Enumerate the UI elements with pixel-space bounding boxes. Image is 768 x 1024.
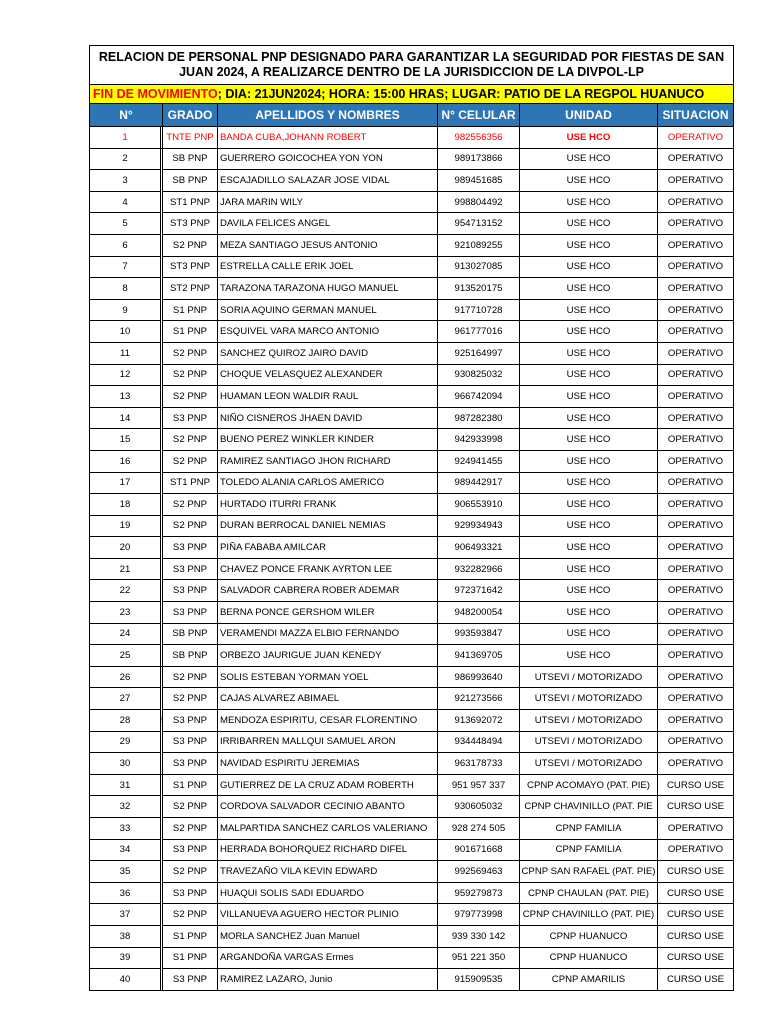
celular-cell: 925164997 (438, 342, 520, 364)
table-row (90, 191, 734, 213)
table-row (90, 666, 734, 688)
grado-cell: S2 PNP (163, 234, 218, 256)
situacion-cell: OPERATIVO (658, 839, 734, 861)
situacion-cell: OPERATIVO (658, 170, 734, 192)
grado-cell: S3 PNP (163, 882, 218, 904)
celular-cell: 921089255 (438, 234, 520, 256)
grado-cell: S3 PNP (163, 753, 218, 775)
grado-cell: S3 PNP (163, 407, 218, 429)
nombre-cell: BERNA PONCE GERSHOM WILER (218, 602, 438, 624)
unidad-cell: CPNP HUANUCO (520, 947, 658, 969)
celular-cell: 930605032 (438, 796, 520, 818)
situacion-cell: OPERATIVO (658, 234, 734, 256)
situacion-cell: OPERATIVO (658, 602, 734, 624)
nombre-cell: MALPARTIDA SANCHEZ CARLOS VALERIANO (218, 818, 438, 840)
grado-cell: S1 PNP (163, 321, 218, 343)
unidad-cell: USE HCO (520, 213, 658, 235)
nombre-cell: BUENO PEREZ WINKLER KINDER (218, 429, 438, 451)
row-number: 29 (90, 731, 161, 753)
nombre-cell: ORBEZO JAURIGUE JUAN KENEDY (218, 645, 438, 667)
grado-cell: S2 PNP (163, 494, 218, 516)
table-row (90, 904, 734, 926)
unidad-cell: UTSEVI / MOTORIZADO (520, 753, 658, 775)
grado-cell: S2 PNP (163, 818, 218, 840)
celular-cell: 954713152 (438, 213, 520, 235)
row-number: 18 (90, 494, 161, 516)
celular-cell: 961777016 (438, 321, 520, 343)
table-row (90, 882, 734, 904)
row-number: 22 (90, 580, 161, 602)
grado-cell: ST3 PNP (163, 213, 218, 235)
nombre-cell: NIÑO CISNEROS JHAEN DAVID (218, 407, 438, 429)
table-row (90, 731, 734, 753)
table-row (90, 623, 734, 645)
row-number: 34 (90, 839, 161, 861)
table-row (90, 969, 734, 991)
situacion-cell: CURSO USE (658, 925, 734, 947)
header-celular: N° CELULAR (438, 104, 520, 127)
table-row (90, 450, 734, 472)
celular-cell: 932282966 (438, 558, 520, 580)
header-situacion: SITUACION (658, 104, 734, 127)
unidad-cell: CPNP AMARILIS (520, 969, 658, 991)
situacion-cell: OPERATIVO (658, 191, 734, 213)
celular-cell: 998804492 (438, 191, 520, 213)
nombre-cell: SOLIS ESTEBAN YORMAN YOEL (218, 666, 438, 688)
table-row (90, 364, 734, 386)
unidad-cell: USE HCO (520, 127, 658, 149)
row-number: 13 (90, 386, 161, 408)
situacion-cell: OPERATIVO (658, 818, 734, 840)
table-row (90, 148, 734, 170)
celular-cell: 913692072 (438, 710, 520, 732)
situacion-cell: OPERATIVO (658, 364, 734, 386)
grado-cell: S2 PNP (163, 342, 218, 364)
situacion-cell: OPERATIVO (658, 731, 734, 753)
grado-cell: S3 PNP (163, 580, 218, 602)
personnel-table (89, 45, 734, 991)
unidad-cell: USE HCO (520, 342, 658, 364)
grado-cell: S2 PNP (163, 904, 218, 926)
table-row (90, 386, 734, 408)
situacion-cell: OPERATIVO (658, 494, 734, 516)
table-row (90, 645, 734, 667)
unidad-cell: USE HCO (520, 407, 658, 429)
grado-cell: S3 PNP (163, 969, 218, 991)
grado-cell: ST2 PNP (163, 278, 218, 300)
table-row (90, 321, 734, 343)
row-number: 10 (90, 321, 161, 343)
celular-cell: 942933998 (438, 429, 520, 451)
celular-cell: 982556356 (438, 127, 520, 149)
table-row (90, 558, 734, 580)
situacion-cell: CURSO USE (658, 947, 734, 969)
row-number: 11 (90, 342, 161, 364)
celular-cell: 917710728 (438, 299, 520, 321)
grado-cell: S3 PNP (163, 710, 218, 732)
grado-cell: S2 PNP (163, 666, 218, 688)
grado-cell: S1 PNP (163, 925, 218, 947)
unidad-cell: USE HCO (520, 494, 658, 516)
document-title: RELACION DE PERSONAL PNP DESIGNADO PARA GARANTIZAR LA SEGURIDAD POR FIESTAS DE SAN JUAN 2024, A REALIZARCE DENTRO DE LA JURISDICCION DE LA DIVPOL-LP (90, 46, 734, 85)
row-number: 4 (90, 191, 161, 213)
celular-cell: 963178733 (438, 753, 520, 775)
situacion-cell: OPERATIVO (658, 666, 734, 688)
unidad-cell: USE HCO (520, 234, 658, 256)
situacion-cell: CURSO USE (658, 774, 734, 796)
row-number: 32 (90, 796, 161, 818)
nombre-cell: DAVILA FELICES ANGEL (218, 213, 438, 235)
nombre-cell: TRAVEZAÑO VILA KEVIN EDWARD (218, 861, 438, 883)
row-number: 24 (90, 623, 161, 645)
table-row (90, 170, 734, 192)
celular-cell: 989442917 (438, 472, 520, 494)
situacion-cell: OPERATIVO (658, 342, 734, 364)
unidad-cell: USE HCO (520, 429, 658, 451)
row-number: 5 (90, 213, 161, 235)
movement-details (90, 85, 734, 104)
celular-cell: 987282380 (438, 407, 520, 429)
nombre-cell: VILLANUEVA AGUERO HECTOR PLINIO (218, 904, 438, 926)
celular-cell: 989173866 (438, 148, 520, 170)
celular-cell: 913520175 (438, 278, 520, 300)
grado-cell: S2 PNP (163, 861, 218, 883)
row-number: 6 (90, 234, 161, 256)
grado-cell: ST1 PNP (163, 472, 218, 494)
situacion-cell: OPERATIVO (658, 688, 734, 710)
header-number: N° (90, 104, 163, 127)
situacion-cell: OPERATIVO (658, 299, 734, 321)
grado-cell: S2 PNP (163, 688, 218, 710)
table-row (90, 407, 734, 429)
grado-cell: S1 PNP (163, 774, 218, 796)
row-number: 1 (90, 127, 161, 149)
nombre-cell: MEZA SANTIAGO JESUS ANTONIO (218, 234, 438, 256)
celular-cell: 901671668 (438, 839, 520, 861)
nombre-cell: ESTRELLA CALLE ERIK JOEL (218, 256, 438, 278)
situacion-cell: OPERATIVO (658, 213, 734, 235)
situacion-cell: OPERATIVO (658, 753, 734, 775)
nombre-cell: SALVADOR CABRERA ROBER ADEMAR (218, 580, 438, 602)
row-number: 2 (90, 148, 161, 170)
unidad-cell: CPNP CHAVINILLO (PAT. PIE) (520, 904, 658, 926)
unidad-cell: USE HCO (520, 645, 658, 667)
unidad-cell: USE HCO (520, 537, 658, 559)
nombre-cell: DURAN BERROCAL DANIEL NEMIAS (218, 515, 438, 537)
row-number: 14 (90, 407, 161, 429)
unidad-cell: CPNP CHAVINILLO (PAT. PIE (520, 796, 658, 818)
table-row (90, 213, 734, 235)
celular-cell: 929934943 (438, 515, 520, 537)
unidad-cell: UTSEVI / MOTORIZADO (520, 666, 658, 688)
grado-cell: S2 PNP (163, 429, 218, 451)
table-row (90, 515, 734, 537)
header-unidad: UNIDAD (520, 104, 658, 127)
grado-cell: SB PNP (163, 148, 218, 170)
unidad-cell: USE HCO (520, 321, 658, 343)
nombre-cell: ARGANDOÑA VARGAS Ermes (218, 947, 438, 969)
nombre-cell: IRRIBARREN MALLQUI SAMUEL ARON (218, 731, 438, 753)
nombre-cell: ESCAJADILLO SALAZAR JOSE VIDAL (218, 170, 438, 192)
celular-cell: 924941455 (438, 450, 520, 472)
nombre-cell: TARAZONA TARAZONA HUGO MANUEL (218, 278, 438, 300)
row-number: 30 (90, 753, 161, 775)
celular-cell: 972371642 (438, 580, 520, 602)
nombre-cell: SORIA AQUINO GERMAN MANUEL (218, 299, 438, 321)
unidad-cell: USE HCO (520, 472, 658, 494)
nombre-cell: GUTIERREZ DE LA CRUZ ADAM ROBERTH (218, 774, 438, 796)
unidad-cell: CPNP ACOMAYO (PAT. PIE) (520, 774, 658, 796)
grado-cell: SB PNP (163, 170, 218, 192)
situacion-cell: OPERATIVO (658, 623, 734, 645)
nombre-cell: MORLA SANCHEZ Juan Manuel (218, 925, 438, 947)
grado-cell: ST1 PNP (163, 191, 218, 213)
nombre-cell: HUAQUI SOLIS SADI EDUARDO (218, 882, 438, 904)
unidad-cell: USE HCO (520, 299, 658, 321)
row-number: 37 (90, 904, 161, 926)
unidad-cell: UTSEVI / MOTORIZADO (520, 710, 658, 732)
row-number: 21 (90, 558, 161, 580)
unidad-cell: USE HCO (520, 148, 658, 170)
unidad-cell: USE HCO (520, 580, 658, 602)
grado-cell: S2 PNP (163, 386, 218, 408)
situacion-cell: OPERATIVO (658, 386, 734, 408)
situacion-cell: OPERATIVO (658, 278, 734, 300)
nombre-cell: RAMIREZ SANTIAGO JHON RICHARD (218, 450, 438, 472)
grado-cell: TNTE PNP (163, 127, 218, 149)
grado-cell: ST3 PNP (163, 256, 218, 278)
nombre-cell: SANCHEZ QUIROZ JAIRO DAVID (218, 342, 438, 364)
unidad-cell: USE HCO (520, 386, 658, 408)
unidad-cell: CPNP SAN RAFAEL (PAT. PIE) (520, 861, 658, 883)
unidad-cell: UTSEVI / MOTORIZADO (520, 688, 658, 710)
personnel-sheet (89, 45, 733, 991)
row-number: 31 (90, 774, 161, 796)
table-row (90, 925, 734, 947)
table-row (90, 256, 734, 278)
nombre-cell: CHAVEZ PONCE FRANK AYRTON LEE (218, 558, 438, 580)
header-grado: GRADO (163, 104, 218, 127)
grado-cell: S2 PNP (163, 515, 218, 537)
situacion-cell: OPERATIVO (658, 645, 734, 667)
grado-cell: S3 PNP (163, 602, 218, 624)
unidad-cell: USE HCO (520, 623, 658, 645)
situacion-cell: CURSO USE (658, 861, 734, 883)
situacion-cell: OPERATIVO (658, 429, 734, 451)
celular-cell: 934448494 (438, 731, 520, 753)
grado-cell: S3 PNP (163, 839, 218, 861)
celular-cell: 979773998 (438, 904, 520, 926)
nombre-cell: ESQUIVEL VARA MARCO ANTONIO (218, 321, 438, 343)
situacion-cell: OPERATIVO (658, 148, 734, 170)
table-row (90, 796, 734, 818)
table-row (90, 234, 734, 256)
situacion-cell: OPERATIVO (658, 537, 734, 559)
celular-cell: 906553910 (438, 494, 520, 516)
celular-cell: 948200054 (438, 602, 520, 624)
unidad-cell: USE HCO (520, 450, 658, 472)
nombre-cell: HURTADO ITURRI FRANK (218, 494, 438, 516)
row-number: 3 (90, 170, 161, 192)
celular-cell: 951 221 350 (438, 947, 520, 969)
celular-cell: 986993640 (438, 666, 520, 688)
nombre-cell: CHOQUE VELASQUEZ ALEXANDER (218, 364, 438, 386)
row-number: 9 (90, 299, 161, 321)
row-number: 19 (90, 515, 161, 537)
situacion-cell: OPERATIVO (658, 321, 734, 343)
celular-cell: 966742094 (438, 386, 520, 408)
nombre-cell: PIÑA FABABA AMILCAR (218, 537, 438, 559)
situacion-cell: CURSO USE (658, 796, 734, 818)
table-row (90, 429, 734, 451)
row-number: 20 (90, 537, 161, 559)
table-row (90, 818, 734, 840)
celular-cell: 989451685 (438, 170, 520, 192)
row-number: 33 (90, 818, 161, 840)
grado-cell: S3 PNP (163, 731, 218, 753)
table-row (90, 753, 734, 775)
situacion-cell: OPERATIVO (658, 580, 734, 602)
nombre-cell: HUAMAN LEON WALDIR RAUL (218, 386, 438, 408)
grado-cell: S1 PNP (163, 947, 218, 969)
table-row (90, 710, 734, 732)
row-number: 25 (90, 645, 161, 667)
unidad-cell: CPNP CHAULAN (PAT. PIE) (520, 882, 658, 904)
personnel-rows (90, 127, 734, 991)
table-row (90, 774, 734, 796)
table-row (90, 688, 734, 710)
grado-cell: S3 PNP (163, 558, 218, 580)
unidad-cell: USE HCO (520, 278, 658, 300)
table-row (90, 839, 734, 861)
row-number: 39 (90, 947, 161, 969)
situacion-cell: OPERATIVO (658, 515, 734, 537)
row-number: 16 (90, 450, 161, 472)
header-nombres: APELLIDOS Y NOMBRES (218, 104, 438, 127)
nombre-cell: CORDOVA SALVADOR CECINIO ABANTO (218, 796, 438, 818)
row-number: 36 (90, 882, 161, 904)
situacion-cell: OPERATIVO (658, 450, 734, 472)
row-number: 23 (90, 602, 161, 624)
celular-cell: 930825032 (438, 364, 520, 386)
row-number: 7 (90, 256, 161, 278)
row-number: 38 (90, 925, 161, 947)
table-row (90, 342, 734, 364)
nombre-cell: CAJAS ALVAREZ ABIMAEL (218, 688, 438, 710)
grado-cell: S2 PNP (163, 364, 218, 386)
nombre-cell: MENDOZA ESPIRITU, CESAR FLORENTINO (218, 710, 438, 732)
unidad-cell: USE HCO (520, 515, 658, 537)
grado-cell: S2 PNP (163, 796, 218, 818)
unidad-cell: USE HCO (520, 602, 658, 624)
row-number: 28 (90, 710, 161, 732)
unidad-cell: USE HCO (520, 558, 658, 580)
row-number: 12 (90, 364, 161, 386)
celular-cell: 951 957 337 (438, 774, 520, 796)
row-number: 40 (90, 969, 161, 991)
situacion-cell: OPERATIVO (658, 472, 734, 494)
grado-cell: S3 PNP (163, 537, 218, 559)
grado-cell: S1 PNP (163, 299, 218, 321)
nombre-cell: TOLEDO ALANIA CARLOS AMERICO (218, 472, 438, 494)
celular-cell: 941369705 (438, 645, 520, 667)
row-number: 15 (90, 429, 161, 451)
nombre-cell: BANDA CUBA,JOHANN ROBERT (218, 127, 438, 149)
celular-cell: 939 330 142 (438, 925, 520, 947)
table-row (90, 472, 734, 494)
row-number: 26 (90, 666, 161, 688)
celular-cell: 921273566 (438, 688, 520, 710)
celular-cell: 928 274 505 (438, 818, 520, 840)
table-row (90, 127, 734, 149)
unidad-cell: CPNP HUANUCO (520, 925, 658, 947)
nombre-cell: RAMIREZ LAZARO, Junio (218, 969, 438, 991)
situacion-cell: OPERATIVO (658, 127, 734, 149)
grado-cell: SB PNP (163, 645, 218, 667)
movement-info: ; DIA: 21JUN2024; HORA: 15:00 HRAS; LUGAR: PATIO DE LA REGPOL HUANUCO (217, 87, 705, 101)
table-row (90, 494, 734, 516)
unidad-cell: USE HCO (520, 364, 658, 386)
celular-cell: 906493321 (438, 537, 520, 559)
grado-cell: S2 PNP (163, 450, 218, 472)
table-row (90, 278, 734, 300)
situacion-cell: CURSO USE (658, 882, 734, 904)
table-row (90, 537, 734, 559)
celular-cell: 993593847 (438, 623, 520, 645)
nombre-cell: GUERRERO GOICOCHEA YON YON (218, 148, 438, 170)
row-number: 17 (90, 472, 161, 494)
unidad-cell: CPNP FAMILIA (520, 818, 658, 840)
nombre-cell: NAVIDAD ESPIRITU JEREMIAS (218, 753, 438, 775)
situacion-cell: OPERATIVO (658, 558, 734, 580)
row-number: 27 (90, 688, 161, 710)
celular-cell: 913027085 (438, 256, 520, 278)
situacion-cell: OPERATIVO (658, 407, 734, 429)
table-row (90, 947, 734, 969)
celular-cell: 959279873 (438, 882, 520, 904)
table-row (90, 602, 734, 624)
grado-cell: SB PNP (163, 623, 218, 645)
celular-cell: 992569463 (438, 861, 520, 883)
table-row (90, 861, 734, 883)
nombre-cell: VERAMENDI MAZZA ELBIO FERNANDO (218, 623, 438, 645)
celular-cell: 915909535 (438, 969, 520, 991)
situacion-cell: CURSO USE (658, 904, 734, 926)
unidad-cell: USE HCO (520, 256, 658, 278)
unidad-cell: CPNP FAMILIA (520, 839, 658, 861)
unidad-cell: UTSEVI / MOTORIZADO (520, 731, 658, 753)
situacion-cell: OPERATIVO (658, 256, 734, 278)
situacion-cell: CURSO USE (658, 969, 734, 991)
situacion-cell: OPERATIVO (658, 710, 734, 732)
table-row (90, 299, 734, 321)
movement-label: FIN DE MOVIMIENTO (93, 87, 218, 101)
row-number: 8 (90, 278, 161, 300)
unidad-cell: USE HCO (520, 191, 658, 213)
unidad-cell: USE HCO (520, 170, 658, 192)
nombre-cell: HERRADA BOHORQUEZ RICHARD DIFEL (218, 839, 438, 861)
table-row (90, 580, 734, 602)
row-number: 35 (90, 861, 161, 883)
nombre-cell: JARA MARIN WILY (218, 191, 438, 213)
